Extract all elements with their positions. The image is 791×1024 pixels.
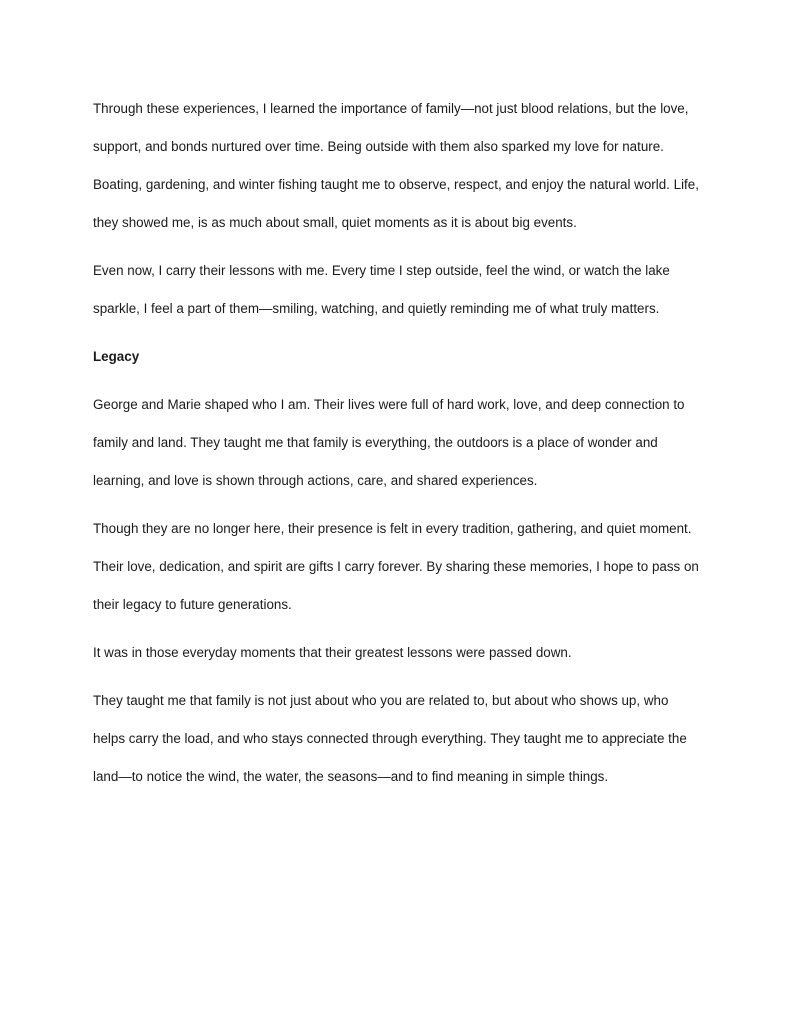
- paragraph-shaped-who-i-am: George and Marie shaped who I am. Their lives were full of hard work, love, and deep connection to family and land. They taught me that family is everything, the outdoors is a place of wonder and learning, and love is shown through actions, care, and shared experiences.: [93, 397, 685, 488]
- section-heading-legacy: Legacy: [93, 349, 140, 364]
- paragraph-family-lessons: They taught me that family is not just about who you are related to, but about who shows up, who helps carry the load, and who stays connected through everything. They taught me to appreciate the land—to notice the wind, the water, the seasons—and to find meaning in simple things.: [93, 693, 687, 784]
- paragraph-family-importance: Through these experiences, I learned the importance of family—not just blood relations, but the love, support, and bonds nurtured over time. Being outside with them also sparked my love for nature. Boating, gardening, and winter fishing taught me to observe, respect, and enjoy the natural world. Life, they showed me, is as much about small, quiet moments as it is about big events.: [93, 101, 699, 230]
- document-body: [93, 90, 701, 806]
- paragraph-carry-lessons: Even now, I carry their lessons with me. Every time I step outside, feel the wind, or watch the lake sparkle, I feel a part of them—smiling, watching, and quietly reminding me of what truly matters.: [93, 263, 670, 316]
- paragraph-presence-felt: Though they are no longer here, their presence is felt in every tradition, gathering, and quiet moment. Their love, dedication, and spirit are gifts I carry forever. By sharing these memories, I hope to pass on their legacy to future generations.: [93, 521, 699, 612]
- paragraph-everyday-moments: It was in those everyday moments that their greatest lessons were passed down.: [93, 645, 572, 660]
